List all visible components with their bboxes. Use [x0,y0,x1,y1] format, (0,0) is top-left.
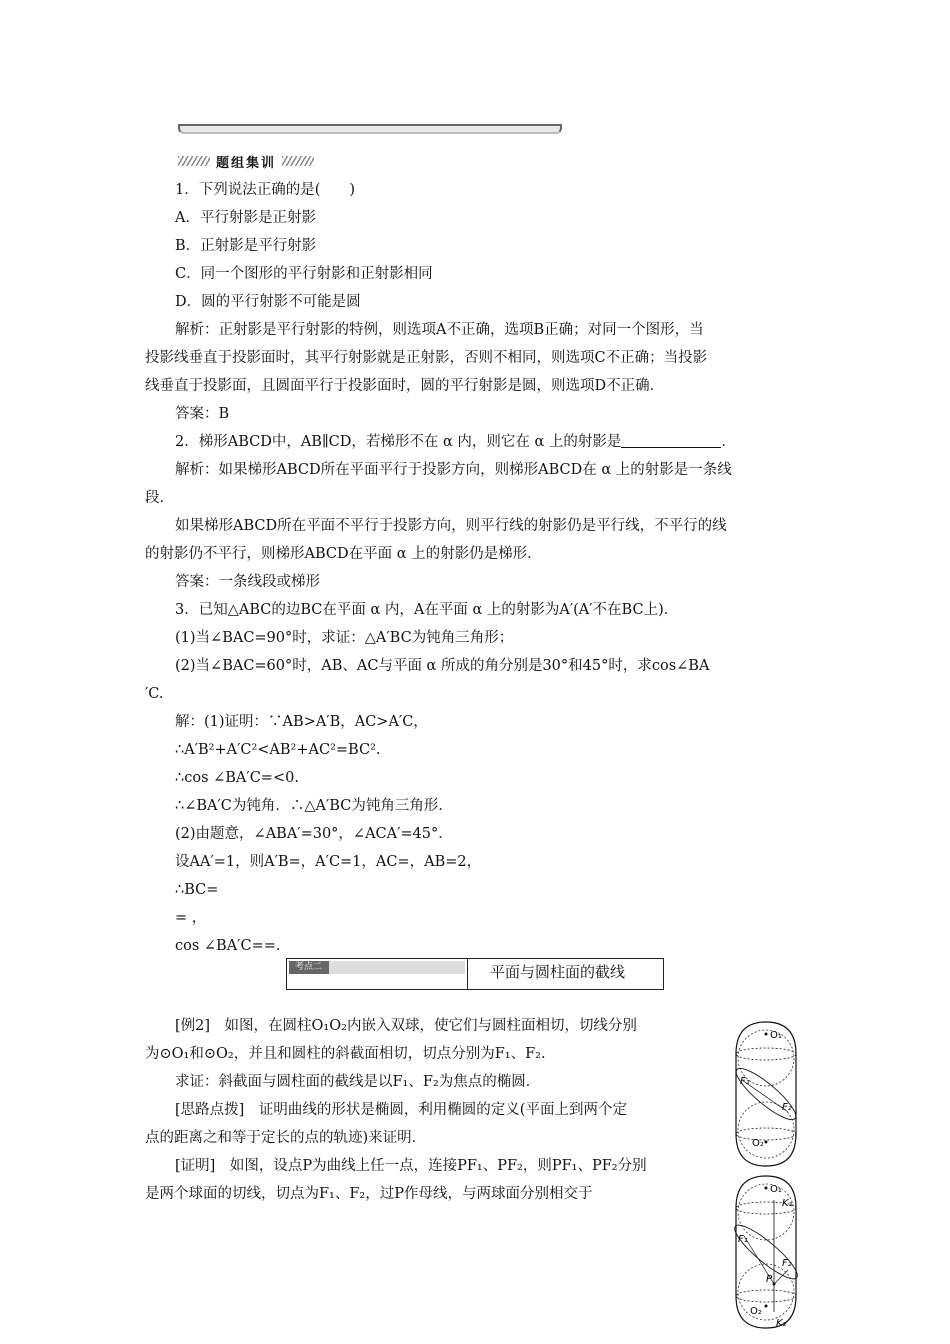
text-line-text: 2．梯形ABCD中，AB∥CD，若梯形不在 α 内，则它在 α 上的射影是 [175,434,622,450]
label-k2: K₂ [776,1318,787,1329]
text-line-text: (1)当∠BAC=90°时，求证：△A′BC为钝角三角形； [175,630,514,646]
text-line [145,288,785,316]
text-line-text: 的射影仍不平行，则梯形ABCD在平面 α 上的射影仍是梯形． [145,546,542,562]
text-line-text: (2)由题意，∠ABA′=30°，∠ACA′=45°． [175,826,453,842]
text-line [145,792,785,820]
label-p: P [766,1274,773,1285]
text-line-text: ∴BC= [175,882,219,898]
text-line [145,708,785,736]
example-line [145,1040,725,1068]
text-line-text: 如果梯形ABCD所在平面不平行于投影方向，则平行线的射影仍是平行线，不平行的线 [175,518,727,534]
text-line-text: 解析：如果梯形ABCD所在平面平行于投影方向，则梯形ABCD在 α 上的射影是一条线 [175,462,732,478]
top-divider-bar [178,124,562,134]
text-line [145,596,785,624]
label-o2: O₂ [752,1138,764,1149]
label-o1: O₁ [770,1184,782,1195]
text-line [145,904,785,932]
text-line-text: ∴cos ∠BA′C=<0. [175,770,299,786]
text-line-text: A．平行射影是正射影 [175,210,316,226]
answer-blank[interactable] [621,431,721,448]
example-line [145,1180,725,1208]
text-line-text: ∴∠BA′C为钝角．∴△A′BC为钝角三角形． [175,798,453,814]
example-content [145,1012,725,1208]
text-line-text: cos ∠BA′C==. [175,938,281,954]
text-line-after: ． [721,434,736,450]
hatch-decoration [178,156,210,166]
topic-tag: 考点二 [289,961,465,974]
label-f2: F₂ [782,1102,792,1113]
label-k1: K₁ [782,1198,793,1209]
text-line [145,652,785,680]
text-line-text: 段． [145,490,174,506]
example-line-text: 为⊙O₁和⊙O₂，并且和圆柱的斜截面相切，切点分别为F₁、F₂. [145,1046,546,1062]
example-line [145,1124,725,1152]
text-line-text: 解：(1)证明：∵AB>A′B，AC>A′C， [175,714,428,730]
text-line [145,624,785,652]
label-f1: F₁ [740,1076,750,1087]
text-line [145,932,785,960]
example-line-text: [证明] 如图，设点P为曲线上任一点，连接PF₁、PF₂，则PF₁、PF₂分别 [175,1158,647,1174]
text-line-text: ′C. [145,686,164,702]
topic-box [286,958,664,990]
hatch-decoration [282,156,314,166]
section-header [178,152,314,170]
text-line-text: 3．已知△ABC的边BC在平面 α 内，A在平面 α 上的射影为A′(A′不在BC上)． [175,602,679,618]
text-line-text: 投影线垂直于投影面时，其平行射影就是正射影，否则不相同，则选项C不正确；当投影 [145,350,708,366]
text-line [145,876,785,904]
example-line-text: [思路点拨] 证明曲线的形状是椭圆，利用椭圆的定义(平面上到两个定 [175,1102,627,1118]
label-o2: O₂ [750,1306,762,1317]
label-f2: F₂ [782,1258,792,1269]
text-line [145,260,785,288]
text-line-text: = ， [175,910,207,926]
section-title: 题组集训 [216,155,277,171]
text-line [145,232,785,260]
text-line [145,512,785,540]
topic-title: 平面与圆柱面的截线 [467,959,663,989]
text-line-text: 设AA′=1，则A′B=，A′C=1，AC=，AB=2， [175,854,482,870]
text-line [145,204,785,232]
example-line [145,1096,725,1124]
exercise-content [145,176,785,960]
text-line-text: D．圆的平行射影不可能是圆 [175,294,361,310]
text-line [145,848,785,876]
label-o1: O₁ [770,1030,782,1041]
text-line [145,428,785,456]
cylinder-figure-1 [730,1018,802,1170]
text-line-text: 1．下列说法正确的是( ) [175,182,356,198]
text-line [145,484,785,512]
text-line-text: 线垂直于投影面，且圆面平行于投影面时，圆的平行射影是圆，则选项D不正确． [145,378,665,394]
text-line-text: 解析：正射影是平行射影的特例，则选项A不正确，选项B正确；对同一个图形，当 [175,322,704,338]
text-line-text: ∴A′B²+A′C²<AB²+AC²=BC². [175,742,381,758]
text-line [145,820,785,848]
text-line [145,372,785,400]
example-line-text: [例2] 如图，在圆柱O₁O₂内嵌入双球，使它们与圆柱面相切，切线分别 [175,1018,637,1034]
text-line [145,568,785,596]
text-line [145,400,785,428]
text-line-text: 答案：B [175,406,230,422]
text-line [145,736,785,764]
example-line [145,1012,725,1040]
example-line-text: 点的距离之和等于定长的点的轨迹)来证明． [145,1130,427,1146]
label-f1: F₁ [738,1234,748,1245]
text-line-text: C．同一个图形的平行射影和正射影相同 [175,266,433,282]
text-line [145,344,785,372]
text-line-text: (2)当∠BAC=60°时，AB、AC与平面 α 所成的角分别是30°和45°时，求cos∠BA [175,658,710,674]
example-line [145,1068,725,1096]
text-line [145,764,785,792]
example-line [145,1152,725,1180]
text-line [145,540,785,568]
text-line [145,680,785,708]
example-line-text: 是两个球面的切线，切点为F₁、F₂，过P作母线，与两球面分别相交于 [145,1186,593,1202]
example-line-text: 求证：斜截面与圆柱面的截线是以F₁、F₂为焦点的椭圆． [175,1074,541,1090]
text-line [145,456,785,484]
text-line [145,316,785,344]
text-line-text: 答案：一条线段或梯形 [175,574,320,590]
text-line-text: B．正射影是平行射影 [175,238,317,254]
text-line [145,176,785,204]
cylinder-figure-2 [730,1172,806,1332]
